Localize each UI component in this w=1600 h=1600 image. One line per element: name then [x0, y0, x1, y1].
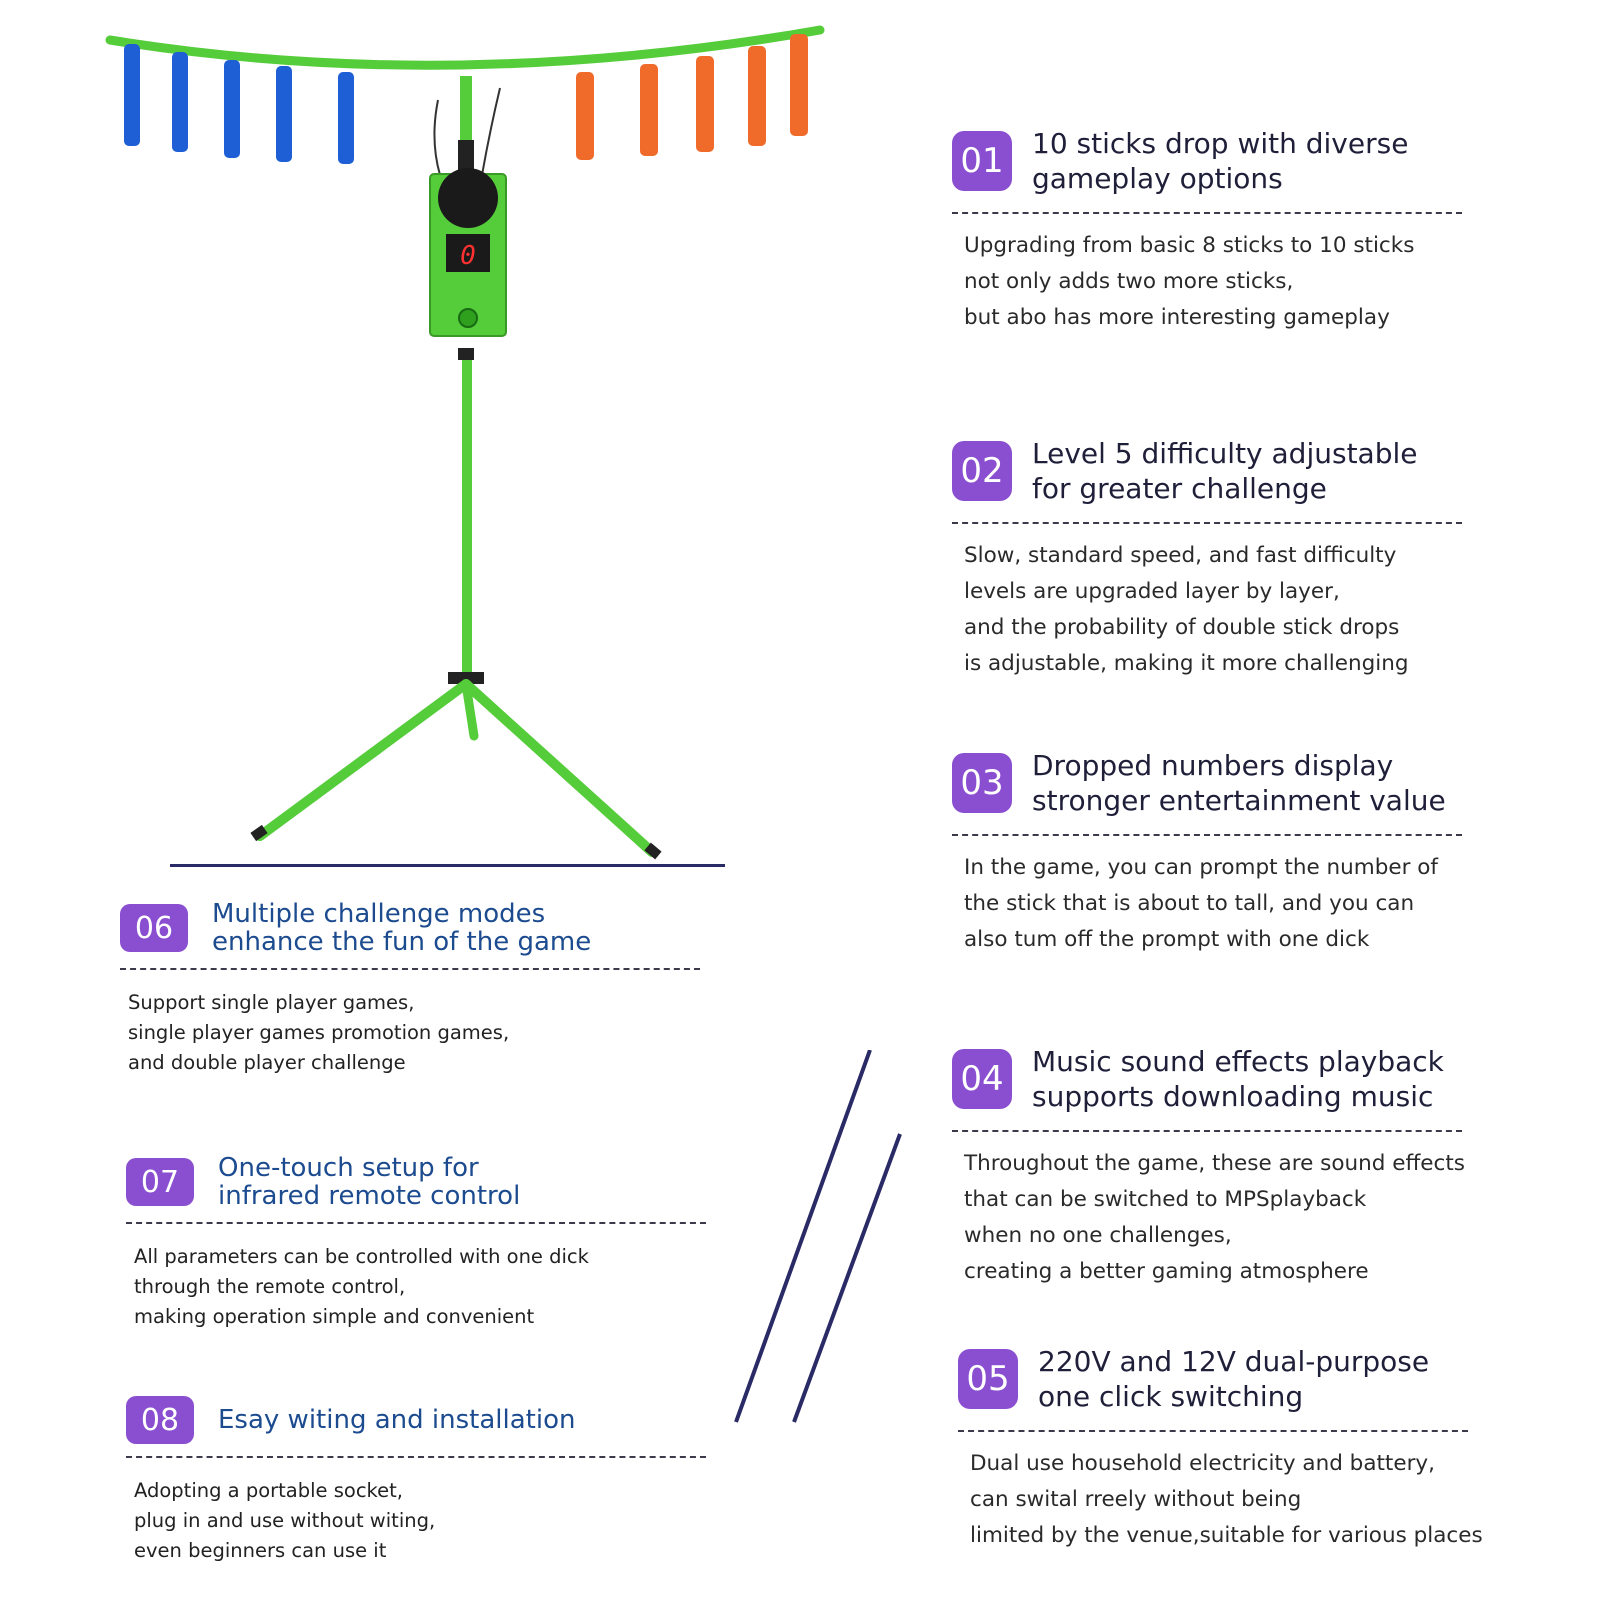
speaker-icon	[438, 168, 498, 228]
decorative-slashes	[720, 1050, 920, 1430]
feature-08	[126, 1396, 706, 1566]
feature-06	[120, 900, 700, 1078]
dashed-rule	[958, 1430, 1468, 1432]
feature-01	[952, 126, 1462, 336]
feature-description: Slow, standard speed, and fast difficulty levels are upgraded layer by layer, and the probability of double stick drops is adjustable, making it more challenging	[964, 543, 1409, 676]
feature-description: Adopting a portable socket, plug in and use without witing, even beginners can use it	[134, 1479, 436, 1562]
section-divider	[170, 864, 725, 867]
feature-number-badge: 07	[126, 1158, 194, 1206]
svg-text:0: 0	[460, 241, 476, 271]
feature-title: Music sound effects playback supports downloading music	[1032, 1045, 1444, 1113]
feature-02	[952, 436, 1462, 682]
feature-number-badge: 03	[952, 753, 1012, 813]
power-button-icon	[459, 309, 477, 327]
feature-title: One-touch setup for infrared remote control	[218, 1153, 521, 1211]
dashed-rule	[952, 522, 1462, 524]
dashed-rule	[126, 1456, 706, 1458]
feature-description: Upgrading from basic 8 sticks to 10 sticks not only adds two more sticks, but abo has more interesting gameplay	[964, 233, 1415, 330]
feature-description: Dual use household electricity and battery, can swital rreely without being limited by the venue,suitable for various places	[970, 1451, 1483, 1548]
feature-04	[952, 1044, 1465, 1290]
feature-title: 10 sticks drop with diverse gameplay options	[1032, 127, 1409, 195]
dashed-rule	[952, 1130, 1462, 1132]
dashed-rule	[952, 834, 1462, 836]
dashed-rule	[120, 968, 700, 970]
feature-description: All parameters can be controlled with one dick through the remote control, making operation simple and convenient	[134, 1245, 589, 1328]
feature-description: Throughout the game, these are sound effects that can be switched to MPSplayback when no one challenges, creating a better gaming atmosphere	[964, 1151, 1465, 1284]
feature-03	[952, 748, 1462, 958]
feature-05	[958, 1344, 1483, 1554]
dashed-rule	[952, 212, 1462, 214]
feature-number-badge: 06	[120, 904, 188, 952]
feature-number-badge: 05	[958, 1349, 1018, 1409]
feature-description: In the game, you can prompt the number of the stick that is about to tall, and you can also tum off the prompt with one dick	[964, 855, 1438, 952]
feature-title: Multiple challenge modes enhance the fun of the game	[212, 899, 592, 957]
feature-07	[126, 1154, 706, 1332]
feature-number-badge: 04	[952, 1049, 1012, 1109]
feature-title: Esay witing and installation	[218, 1405, 576, 1435]
feature-title: Level 5 difficulty adjustable for greater challenge	[1032, 437, 1418, 505]
feature-number-badge: 02	[952, 441, 1012, 501]
product-image	[0, 0, 860, 880]
dashed-rule	[126, 1222, 706, 1224]
feature-number-badge: 01	[952, 131, 1012, 191]
feature-title: 220V and 12V dual-purpose one click switching	[1038, 1345, 1430, 1413]
feature-title: Dropped numbers display stronger entertainment value	[1032, 749, 1446, 817]
feature-description: Support single player games, single player games promotion games, and double player challenge	[128, 991, 510, 1074]
feature-number-badge: 08	[126, 1396, 194, 1444]
